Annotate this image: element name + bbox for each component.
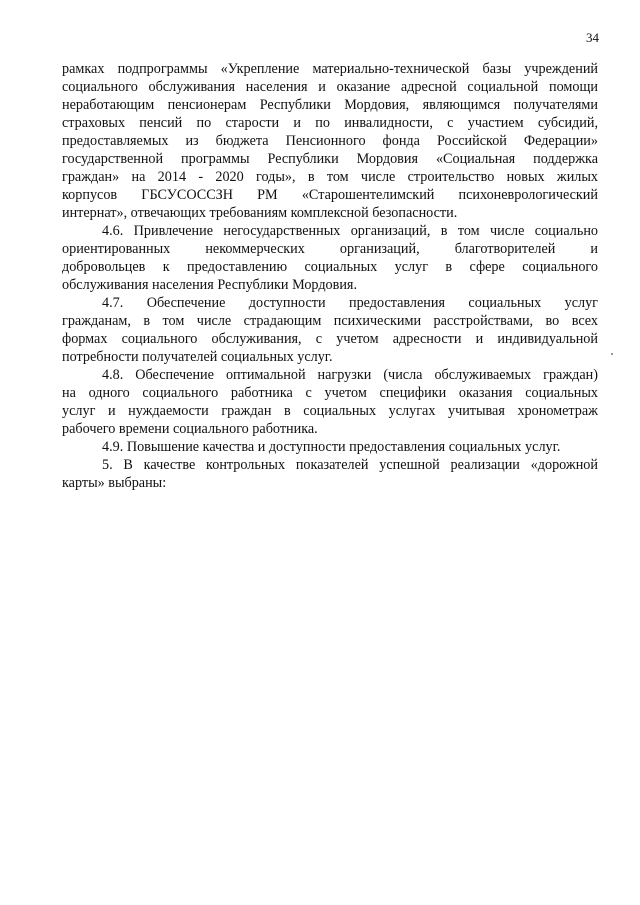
text-line: интернат», отвечающих требованиям комплексной безопасности.	[62, 205, 458, 221]
paragraph-4-9-line: 4.9. Повышение качества и доступности предоставления социальных услуг.	[102, 439, 561, 455]
text-line: рамках подпрограммы «Укрепление материально-технической базы учреждений	[62, 61, 598, 77]
margin-dot-mark	[611, 353, 613, 355]
paragraph-4-6-first-line: 4.6. Привлечение негосударственных организаций, в том числе социально	[102, 223, 598, 239]
text-line: формах социального обслуживания, с учетом адресности и индивидуальной	[62, 331, 598, 347]
paragraph-5-first-line: 5. В качестве контрольных показателей успешной реализации «дорожной	[102, 457, 598, 473]
text-line: на одного социального работника с учетом специфики оказания социальных	[62, 385, 598, 401]
text-line: граждан» на 2014 - 2020 годы», в том числе строительство новых жилых	[62, 169, 598, 185]
text-line: корпусов ГБСУСОССЗН РМ «Старошентелимский психоневрологический	[62, 187, 598, 203]
text-line: социального обслуживания населения и оказание адресной социальной помощи	[62, 79, 598, 95]
text-line: услуг и нуждаемости граждан в социальных услугах учитывая хронометраж	[62, 403, 598, 419]
text-line: карты» выбраны:	[62, 475, 167, 491]
text-line: обслуживания населения Республики Мордовия.	[62, 277, 358, 293]
text-line: предоставляемых из бюджета Пенсионного фонда Российской Федерации»	[62, 133, 598, 149]
text-line: гражданам, в том числе страдающим психическими расстройствами, во всех	[62, 313, 598, 329]
text-line: государственной программы Республики Мордовия «Социальная поддержка	[62, 151, 598, 167]
text-line: ориентированных некоммерческих организаций, благотворителей и	[62, 241, 598, 257]
page-number: 34	[586, 30, 599, 45]
text-line: страховых пенсий по старости и по инвалидности, с участием субсидий,	[62, 115, 598, 131]
text-line: рабочего времени социального работника.	[62, 421, 318, 437]
paragraph-4-8-first-line: 4.8. Обеспечение оптимальной нагрузки (числа обслуживаемых граждан)	[102, 367, 598, 383]
paragraph-4-7-first-line: 4.7. Обеспечение доступности предоставления социальных услуг	[102, 295, 598, 311]
text-line: неработающим пенсионерам Республики Мордовия, являющимся получателями	[62, 97, 598, 113]
document-body	[62, 60, 598, 492]
text-line: добровольцев к предоставлению социальных услуг в сфере социального	[62, 259, 598, 275]
text-line: потребности получателей социальных услуг.	[62, 349, 333, 365]
